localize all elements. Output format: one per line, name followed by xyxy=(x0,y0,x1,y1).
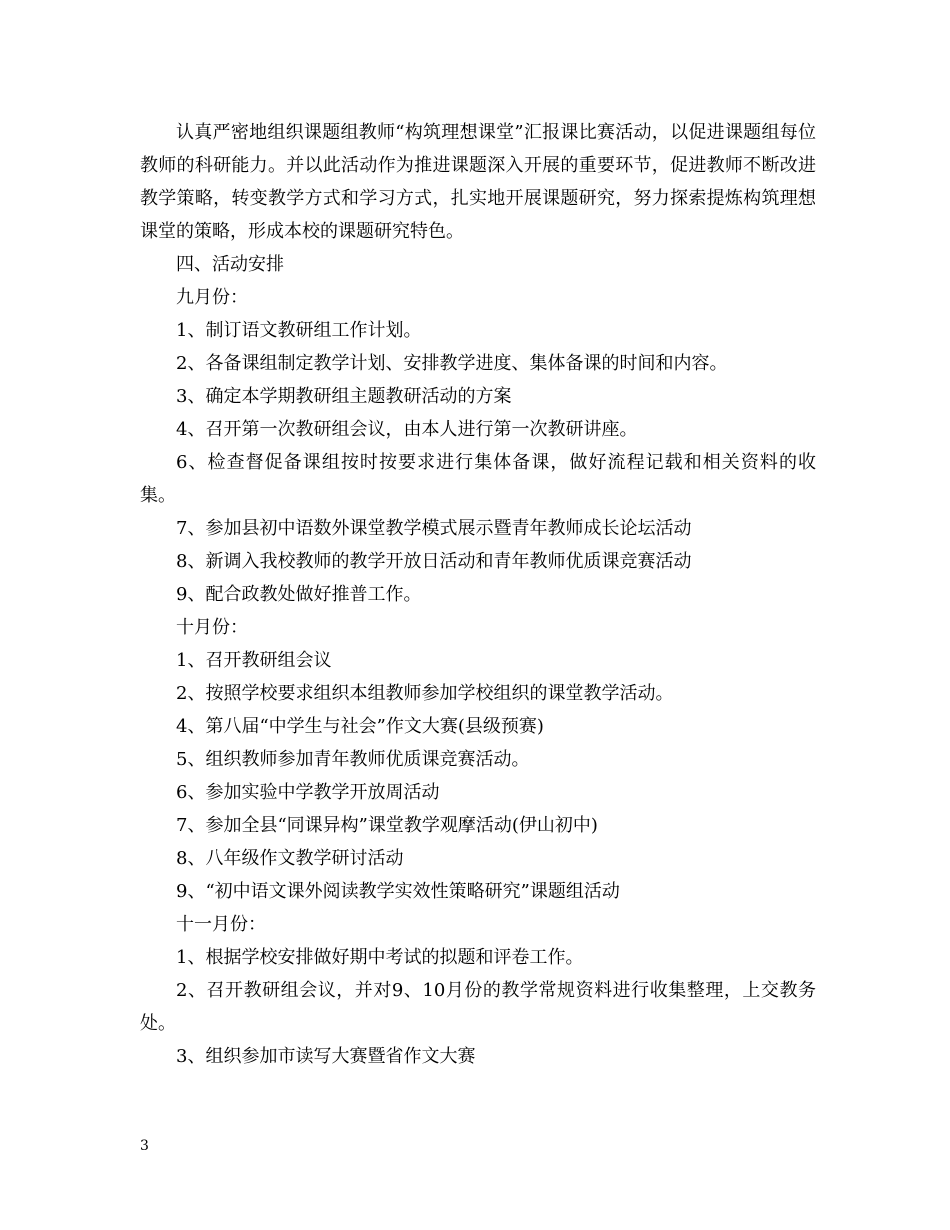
list-item: 8、新调入我校教师的教学开放日活动和青年教师优质课竞赛活动 xyxy=(176,551,692,572)
list-item: 2、召开教研组会议，并对9、10月份的教学常规资料进行收集整理，上交教务处。 xyxy=(140,980,816,1034)
section-heading: 四、活动安排 xyxy=(176,254,284,275)
page-number: 3 xyxy=(140,1138,149,1154)
list-item: 6、参加实验中学教学开放周活动 xyxy=(176,782,440,803)
list-item: 9、“初中语文课外阅读教学实效性策略研究”课题组活动 xyxy=(176,881,620,902)
month-heading: 十月份： xyxy=(176,617,248,638)
list-item: 5、组织教师参加青年教师优质课竞赛活动。 xyxy=(176,749,530,770)
list-item: 1、根据学校安排做好期中考试的拟题和评卷工作。 xyxy=(176,947,584,968)
list-item: 1、召开教研组会议 xyxy=(176,650,332,671)
list-item: 3、组织参加市读写大赛暨省作文大赛 xyxy=(176,1046,476,1067)
list-item: 8、八年级作文教学研讨活动 xyxy=(176,848,404,869)
month-heading: 十一月份： xyxy=(176,914,266,935)
list-item: 7、参加县初中语数外课堂教学模式展示暨青年教师成长论坛活动 xyxy=(176,518,692,539)
list-item: 9、配合政教处做好推普工作。 xyxy=(176,584,422,605)
list-item: 6、检查督促备课组按时按要求进行集体备课，做好流程记载和相关资料的收集。 xyxy=(140,452,816,506)
paragraph: 认真严密地组织课题组教师“构筑理想课堂”汇报课比赛活动，以促进课题组每位教师的科研能力。并以此活动作为推进课题深入开展的重要环节，促进教师不断改进教学策略，转变教学方式和学习方式，扎实地开展课题研究，努力探索提炼构筑理想课堂的策略，形成本校的课题研究特色。 xyxy=(140,122,816,242)
list-item: 2、按照学校要求组织本组教师参加学校组织的课堂教学活动。 xyxy=(176,683,674,704)
month-heading: 九月份： xyxy=(176,287,248,308)
list-item: 4、第八届“中学生与社会”作文大赛(县级预赛) xyxy=(176,716,544,737)
document-body xyxy=(140,116,816,1073)
list-item: 7、参加全县“同课异构”课堂教学观摩活动(伊山初中) xyxy=(176,815,598,836)
list-item: 2、各备课组制定教学计划、安排教学进度、集体备课的时间和内容。 xyxy=(176,353,728,374)
list-item: 1、制订语文教研组工作计划。 xyxy=(176,320,422,341)
list-item: 3、确定本学期教研组主题教研活动的方案 xyxy=(176,386,512,407)
list-item: 4、召开第一次教研组会议，由本人进行第一次教研讲座。 xyxy=(176,419,638,440)
